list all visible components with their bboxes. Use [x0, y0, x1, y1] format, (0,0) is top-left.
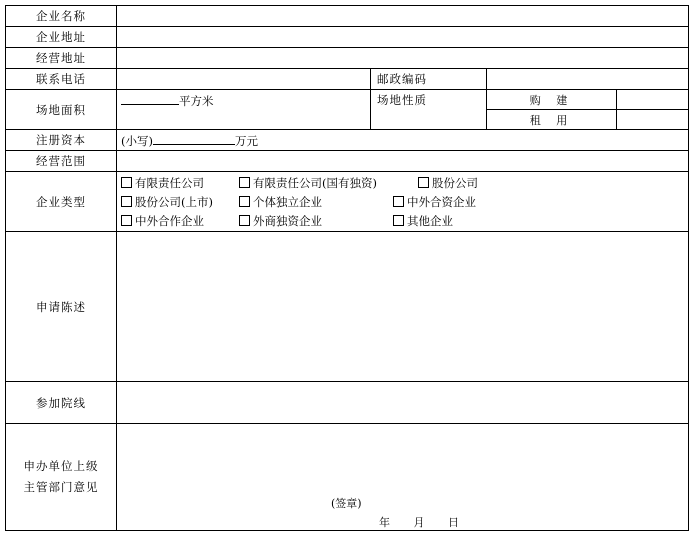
site-nature-option-lease: 租 用 — [487, 110, 617, 130]
date-line — [379, 514, 479, 530]
postal-code-field[interactable] — [487, 69, 689, 90]
row-cinema-chain — [6, 382, 689, 424]
checkbox-icon[interactable] — [239, 196, 250, 207]
supervisor-opinion-label — [6, 424, 117, 531]
row-application-statement — [6, 232, 689, 382]
phone-label: 联系电话 — [6, 69, 117, 90]
site-area-blank[interactable] — [121, 92, 179, 105]
cinema-chain-label: 参加院线 — [6, 382, 117, 424]
site-nature-purchase-field[interactable] — [617, 90, 689, 110]
type-option-sino-foreign-equity[interactable]: 中外合资企业 — [393, 193, 476, 212]
type-option-llc[interactable]: 有限责任公司 — [121, 174, 204, 193]
checkbox-icon[interactable] — [239, 215, 250, 226]
site-area-field[interactable] — [117, 90, 371, 130]
registered-capital-label: 注册资本 — [6, 130, 117, 151]
row-phone — [6, 69, 689, 90]
type-option-wholly-foreign[interactable]: 外商独资企业 — [239, 212, 322, 231]
postal-code-label: 邮政编码 — [371, 69, 487, 90]
site-nature-lease-field[interactable] — [617, 110, 689, 130]
application-form — [5, 5, 689, 531]
checkbox-icon[interactable] — [121, 177, 132, 188]
row-supervisor-opinion — [6, 424, 689, 531]
type-option-joint-stock-listed[interactable]: 股份公司(上市) — [121, 193, 213, 212]
company-name-field[interactable] — [117, 6, 689, 27]
business-scope-field[interactable] — [117, 151, 689, 172]
row-company-type — [6, 172, 689, 232]
capital-prefix: (小写) — [121, 133, 153, 148]
checkbox-icon[interactable] — [418, 177, 429, 188]
month-label: 月 — [413, 516, 425, 529]
cinema-chain-field[interactable] — [117, 382, 689, 424]
type-option-llc-state[interactable]: 有限责任公司(国有独资) — [239, 174, 377, 193]
type-option-joint-stock[interactable]: 股份公司 — [418, 174, 478, 193]
capital-blank[interactable] — [153, 132, 235, 145]
supervisor-opinion-label-line1: 申办单位上级 — [23, 459, 99, 473]
row-business-scope — [6, 151, 689, 172]
checkbox-icon[interactable] — [393, 196, 404, 207]
supervisor-opinion-label-line2: 主管部门意见 — [23, 480, 99, 494]
row-company-address — [6, 27, 689, 48]
capital-unit: 万元 — [234, 133, 258, 148]
supervisor-opinion-field[interactable] — [117, 424, 689, 531]
registered-capital-field[interactable] — [117, 130, 689, 151]
seal-text: (签章) — [331, 497, 362, 510]
site-area-label: 场地面积 — [6, 90, 117, 130]
type-option-other[interactable]: 其他企业 — [393, 212, 453, 231]
checkbox-icon[interactable] — [393, 215, 404, 226]
application-statement-field[interactable] — [117, 232, 689, 382]
checkbox-icon[interactable] — [121, 215, 132, 226]
year-label: 年 — [379, 516, 390, 529]
row-business-address — [6, 48, 689, 69]
checkbox-icon[interactable] — [239, 177, 250, 188]
day-label: 日 — [448, 516, 459, 529]
site-nature-option-purchase: 购 建 — [487, 90, 617, 110]
row-site-area — [6, 90, 689, 110]
row-company-name — [6, 6, 689, 27]
company-address-label: 企业地址 — [6, 27, 117, 48]
checkbox-icon[interactable] — [121, 196, 132, 207]
company-address-field[interactable] — [117, 27, 689, 48]
business-address-field[interactable] — [117, 48, 689, 69]
company-name-label: 企业名称 — [6, 6, 117, 27]
company-type-options — [117, 172, 689, 232]
site-nature-label: 场地性质 — [371, 90, 487, 130]
phone-field[interactable] — [117, 69, 371, 90]
type-option-sino-foreign-coop[interactable]: 中外合作企业 — [121, 212, 204, 231]
site-area-unit: 平方米 — [179, 94, 214, 108]
row-registered-capital — [6, 130, 689, 151]
business-scope-label: 经营范围 — [6, 151, 117, 172]
company-type-label: 企业类型 — [6, 172, 117, 232]
application-statement-label: 申请陈述 — [6, 232, 117, 382]
type-option-sole-proprietor[interactable]: 个体独立企业 — [239, 193, 322, 212]
business-address-label: 经营地址 — [6, 48, 117, 69]
